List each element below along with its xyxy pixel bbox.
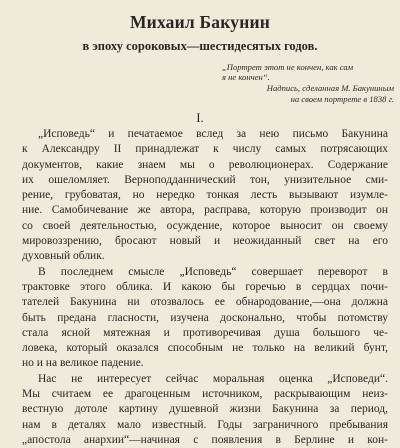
- body-line: со своей деятельностью, осуждение, которое выносит он своему: [22, 219, 388, 232]
- body-line: В последнем смысле „Исповедь“ совершает переворот в: [38, 265, 388, 278]
- body-line: духовный облик.: [22, 250, 105, 263]
- body-line: Мы считаем ее драгоценным источником, раскрывающим неиз-: [22, 388, 388, 401]
- body-line: „Исповедь“ и печатаемое вслед за нею письмо Бакунина: [38, 128, 388, 140]
- epigraph-quote-line: я не кончен“.: [222, 72, 270, 82]
- body-line: ние. Самобичевание же автора, расправа, которую производит он: [22, 204, 388, 217]
- section-number: I.: [196, 110, 204, 125]
- page-subtitle: в эпоху сороковых—шестидесятых годов.: [82, 39, 318, 53]
- epigraph: [222, 62, 394, 104]
- body-line: тателей Бакунина ни отозвалось ее обнародование,—она должна: [22, 296, 388, 309]
- body-line: рение, грубоватая, но нередко тонкая лесть вызывают изумле-: [22, 189, 388, 202]
- body-line: но и на великое падение.: [22, 357, 144, 370]
- body-line: нам в деталях мало известный. Годы заграничного пребывания: [22, 418, 388, 431]
- body-line: мировоззрению, бросают новый и неожиданный свет на его: [22, 235, 388, 248]
- body-line: быть предана гласности, изучена досконально, чтобы потомству: [22, 311, 388, 324]
- epigraph-source-line: на своем портрете в 1838 г.: [290, 94, 394, 104]
- page-title: Михаил Бакунин: [129, 12, 271, 32]
- body-line: к Александру II принадлежат к числу самых потрясающих: [22, 143, 388, 156]
- epigraph-source-line: Надпись, сделанная М. Бакуниным: [266, 83, 394, 93]
- body-line: „апостола анархии“—начиная с появления в Берлине и кон-: [22, 433, 388, 446]
- body-line: вестную дотоле картину душевной жизни Бакунина за период,: [22, 403, 388, 416]
- body-line: стала ясной мятежная и противоречивая душа большого че-: [22, 326, 388, 339]
- body-line: трактовке этого облика. И какою бы горечью в сердцах почи-: [22, 280, 388, 293]
- body-line: Нас не интересует сейчас моральная оценка „Исповеди“.: [38, 372, 388, 385]
- body-text: [22, 127, 388, 448]
- epigraph-quote-line: „Портрет этот не кончен, как сам: [222, 62, 354, 72]
- body-line: их ошеломляет. Верноподданнический тон, унизительное сми-: [22, 173, 388, 186]
- body-line: документов, какие знаем мы о революционерах. Содержание: [22, 158, 388, 171]
- body-line: ловека, который оказался способным не только на великий бунт,: [22, 342, 388, 355]
